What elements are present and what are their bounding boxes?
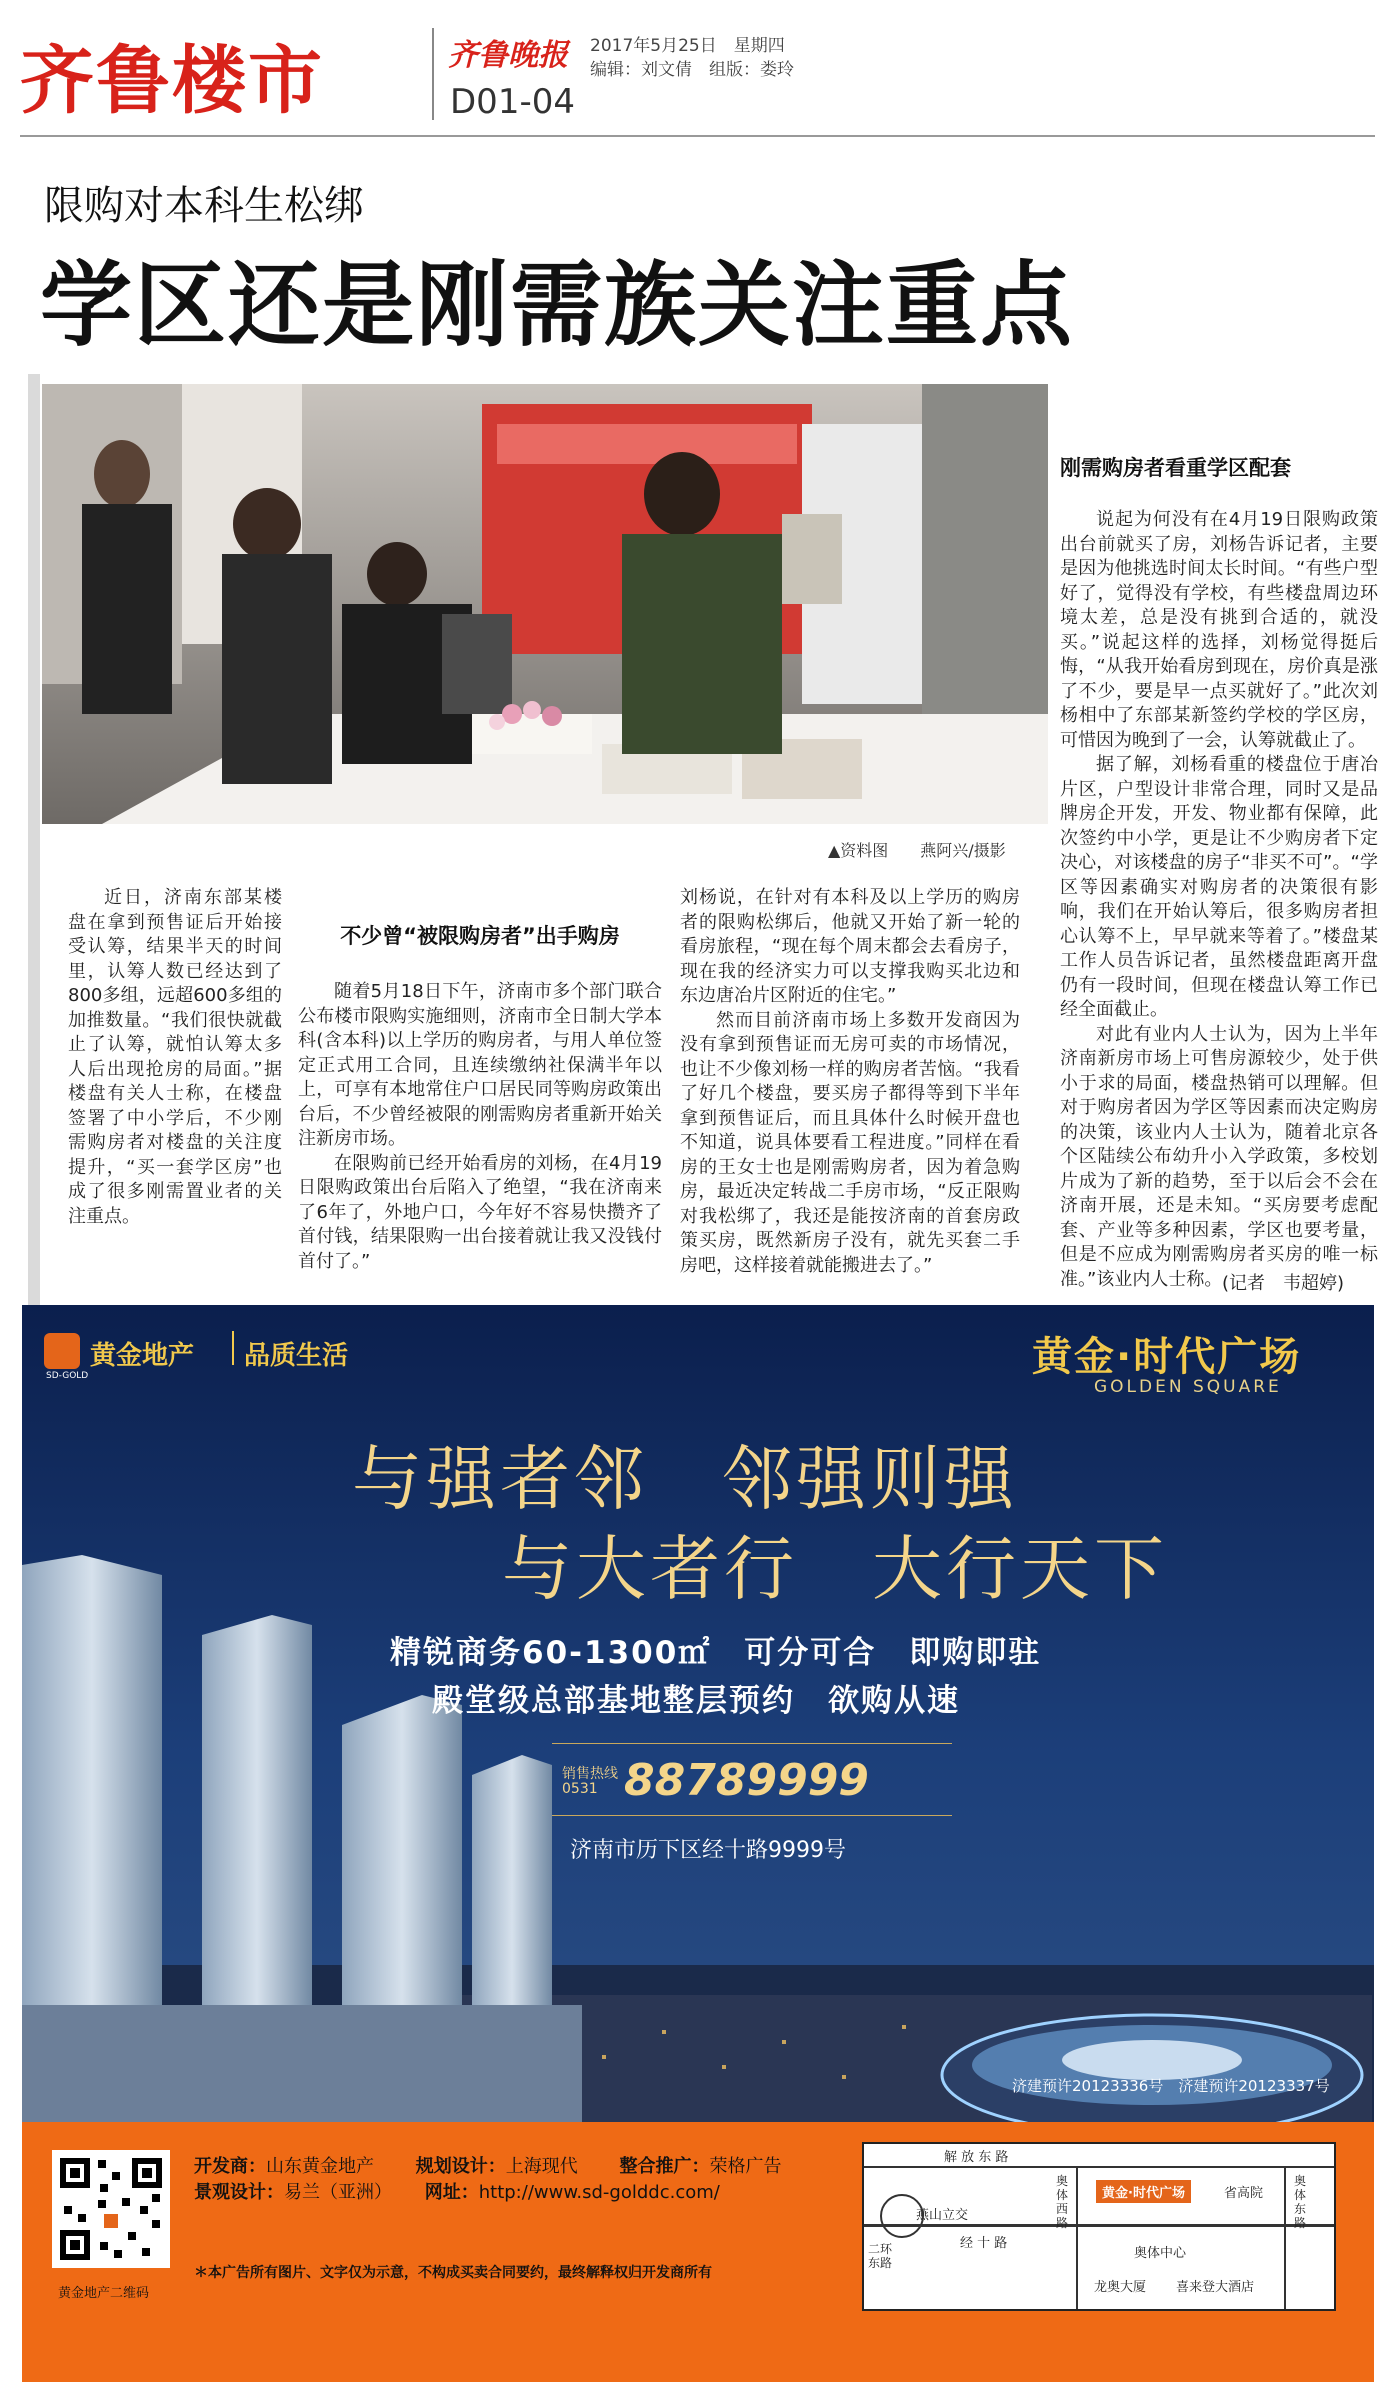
qr-caption: 黄金地产二维码 [58, 2286, 150, 2301]
website-url: http://www.sd-golddc.com/ [478, 2182, 720, 2203]
section-title: 齐鲁楼市 [20, 38, 324, 124]
hotline-number: 88789999 [624, 1755, 869, 1806]
developer-label: 开发商： [194, 2156, 266, 2177]
map-interchange [880, 2194, 924, 2238]
planner-label: 规划设计： [415, 2156, 506, 2177]
masthead-rule [20, 135, 1375, 137]
map-label-hotel: 喜来登大酒店 [1176, 2280, 1255, 2295]
credits-row-2 [194, 2180, 781, 2206]
article-column-4 [1060, 508, 1378, 1292]
map-label-jingshi: 经 十 路 [960, 2236, 1008, 2251]
ad-footer [22, 2122, 1374, 2382]
brand-divider [232, 1331, 234, 1365]
map-road-aoti-east [1284, 2166, 1286, 2309]
newspaper-logo: 齐鲁晚报 [448, 38, 568, 73]
hotline-area-code: 0531 [562, 1781, 598, 1797]
section1-title: 不少曾“被限购房者”出手购房 [340, 924, 620, 948]
issue-meta [590, 34, 794, 82]
ad-disclaimer: ＊本广告所有图片、文字仅为示意，不构成买卖合同要约，最终解释权归开发商所有 [194, 2265, 712, 2281]
map-label-aoti-east: 奥体东路 [1294, 2174, 1307, 2230]
paragraph: 在限购前已经开始看房的刘杨，在4月19日限购政策出台后陷入了绝望，“我在济南来了6年了，外地户口，今年好不容易快攒齐了首付钱，结果限购一出台接着就让我又没钱付首付了。” [298, 1152, 662, 1272]
project-name: 黄金·时代广场 [1032, 1334, 1302, 1380]
masthead-divider [432, 28, 434, 120]
ad-feature-1: 精锐商务60-1300㎡ 可分可合 即购即驻 [390, 1635, 1042, 1671]
expo-scene-illustration [42, 384, 1048, 824]
qr-pattern [52, 2150, 170, 2268]
map-project-marker: 黄金·时代广场 [1096, 2180, 1191, 2203]
promoter-label: 整合推广： [619, 2156, 710, 2177]
ad-feature-2: 殿堂级总部基地整层预约 欲购从速 [432, 1683, 960, 1719]
hotline-rule-top [552, 1743, 952, 1744]
project-name-en: GOLDEN SQUARE [1094, 1377, 1282, 1397]
intro-paragraph: 近日，济南东部某楼盘在拿到预售证后开始接受认筹，结果半天的时间里，认筹人数已经达到了800多组，远超600多组的加推数量。“我们很快就截止了认筹，就怕认筹太多人后出现抢房的局面。”据楼盘有关人士称，在楼盘签署了中小学后，不少刚需购房者对楼盘的关注度提升，“买一套学区房”也成了很多刚需置业者的关注重点。 [68, 887, 282, 1227]
ad-slogan-2: 与大者行 大行天下 [502, 1528, 1168, 1610]
map-road-jingshi [864, 2224, 1334, 2227]
paragraph: 然而目前济南市场上多数开发商因为没有拿到预售证而无房可卖的市场情况，也让不少像刘杨一样的购房者苦恼。“我看了好几个楼盘，要买房子都得等到下半年拿到预售证后，而且具体什么时候开盘也不知道，说具体要看工程进度。”同样在看房的王女士也是刚需购房者，因为着急购房，最近决定转战二手房市场，“反正限购对我松绑了，我还是能按济南的首套房政策买房，既然新房子没有，就先买套二手房吧，这样接着就能搬进去了。” [680, 1009, 1020, 1276]
map-label-gov: 省高院 [1224, 2186, 1264, 2201]
map-label-erhuan: 二环东路 [868, 2242, 893, 2270]
section2-title: 刚需购房者看重学区配套 [1060, 456, 1291, 480]
landscape: 易兰（亚洲） [284, 2182, 383, 2203]
paragraph: 据了解，刘杨看重的楼盘位于唐冶片区，户型设计非常合理，同时又是品牌房企开发，开发、物业都有保障，此次签约中小学，更是让不少购房者下定决心，对该楼盘的房子“非买不可”。“学区等因素确实对购房者的决策很有影响，我们在开始认筹后，很多购房者担心认筹不上，早早就来等着了。”楼盘某工作人员告诉记者，虽然楼盘距离开盘仍有一段时间，但现在楼盘认筹工作已经全面截止。 [1060, 754, 1378, 1020]
paragraph: 说起为何没有在4月19日限购政策出台前就买了房，刘杨告诉记者，主要是因为他挑选时间太长时间。“有些户型好了，觉得没有学校，有些楼盘周边环境太差，总是没有挑到合适的，就没买。”说起这样的选择，刘杨觉得挺后悔，“从我开始看房到现在，房价真是涨了不少，要是早一点买就好了。”此次刘杨相中了东部某新签约学校的学区房，可惜因为晚到了一会，认筹就截止了。 [1060, 509, 1378, 751]
map-label-jiefang: 解 放 东 路 [944, 2150, 1009, 2165]
hotline-rule-bottom [552, 1815, 952, 1816]
article-headline: 学区还是刚需族关注重点 [40, 252, 1075, 359]
article-column-3 [680, 886, 1020, 1278]
map-road-aoti-west [1076, 2166, 1078, 2309]
qr-code-icon [52, 2150, 170, 2268]
credits-row-1 [194, 2154, 781, 2180]
article-intro [68, 886, 282, 1229]
paragraph: 随着5月18日下午，济南市多个部门联合公布楼市限购实施细则，济南市全日制大学本科(含本科)以上学历的购房者，与用人单位签定正式用工合同，且连续缴纳社保满半年以上，可享有本地常住户口居民同等购房政策出台后，不少曾经被限的刚需购房者重新开始关注新房市场。 [298, 981, 662, 1149]
ad-permits: 济建预许20123336号 济建预许20123337号 [1012, 2077, 1330, 2095]
location-map [862, 2142, 1336, 2311]
planner: 上海现代 [505, 2156, 578, 2177]
ad-credits [194, 2154, 781, 2206]
map-label-longao: 龙奥大厦 [1094, 2280, 1147, 2295]
issue-editors: 编辑：刘文倩 组版：娄玲 [590, 60, 794, 80]
landscape-label: 景观设计： [194, 2182, 284, 2203]
byline: (记者 韦超婷) [1222, 1273, 1345, 1294]
map-label-yanshan: 燕山立交 [916, 2208, 969, 2223]
brand-logo-icon [44, 1333, 80, 1369]
article-kicker: 限购对本科生松绑 [44, 183, 364, 229]
hotline-label: 销售热线 [562, 1766, 618, 1782]
brand-slogan: 品质生活 [244, 1341, 349, 1371]
developer: 山东黄金地产 [266, 2156, 374, 2177]
brand-name: 黄金地产 [90, 1341, 195, 1371]
promoter: 荣格广告 [709, 2156, 782, 2177]
brand-en: SD-GOLD [46, 1371, 89, 1381]
map-road-jiefang [864, 2166, 1334, 2168]
map-label-center: 奥体中心 [1134, 2246, 1187, 2261]
ad-slogan-1: 与强者邻 邻强则强 [352, 1438, 1018, 1520]
issue-date: 2017年5月25日 星期四 [590, 36, 785, 56]
paragraph: 对此有业内人士认为，因为上半年济南新房市场上可售房源较少，处于供小于求的局面，楼盘热销可以理解。但对于购房者因为学区等因素而决定购房的决策，该业内人士认为，随着北京各个区陆续公布幼升小入学政策，多校划片成为了新的趋势，至于以后会不会在济南开展，还是未知。“买房要考虑配套、产业等多种因素，学区也要考量，但是不应成为刚需购房者买房的唯一标准。”该业内人士称。 [1060, 1023, 1378, 1290]
page-number: D01-04 [450, 82, 575, 122]
paragraph: 刘杨说，在针对有本科及以上学历的购房者的限购松绑后，他就又开始了新一轮的看房旅程，“现在每个周末都会去看房子，现在我的经济实力可以支撑我购买北边和东边唐冶片区附近的住宅。” [680, 887, 1020, 1006]
web-label: 网址： [424, 2182, 479, 2203]
article-column-2 [298, 980, 662, 1274]
ad-address: 济南市历下区经十路9999号 [570, 1838, 846, 1863]
photo-side-border [28, 374, 40, 1394]
map-label-aoti-west: 奥体西路 [1056, 2174, 1069, 2230]
news-photo [42, 384, 1048, 824]
photo-caption: ▲资料图 燕阿兴/摄影 [828, 841, 1006, 860]
